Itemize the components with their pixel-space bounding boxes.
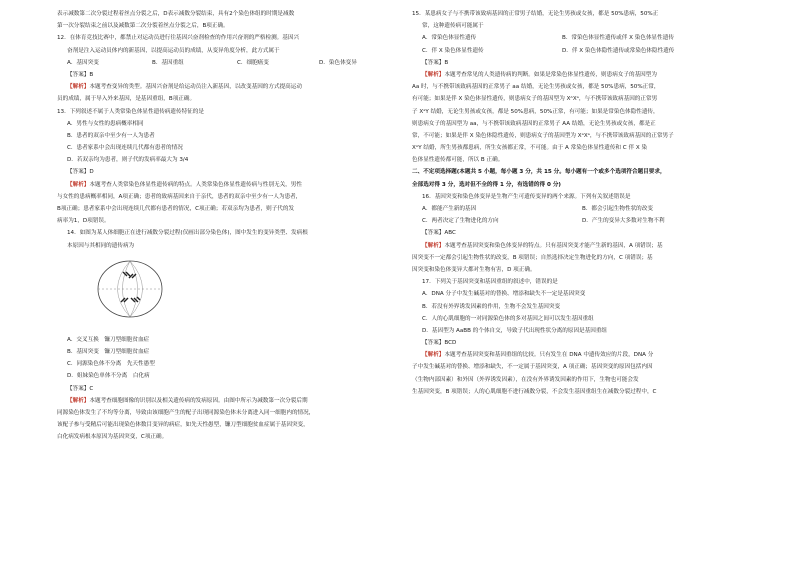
explanation-cont: 同源染色体发生了不均等分离，导致由该细胞产生的配子出现同源染色体未分离进入同一细胞内的情况， — [57, 409, 315, 416]
explanation-cont: 色体显性遗传都可能，所以 B 正确。 — [412, 157, 504, 164]
option-c: C．人的心肌细胞的一对同源染色体的多对基因之间可以发生基因重组 — [422, 315, 594, 322]
text-line: 第一次分裂结束之前以及减数第二次分裂着丝点分裂之后，B项正确。 — [57, 23, 229, 30]
option-b: B．患者的双亲中至少有一人为患者 — [67, 132, 155, 139]
question-15-options-row2 — [412, 45, 752, 57]
explanation-cont: B项正确；患者家系中会出现连续几代都有患者的情况，C项正确；若双亲均为患者，则子代的发 — [57, 206, 295, 212]
explanation-cont: 员的成绩，属于导入外来基因，是基因重组，B项正确。 — [57, 96, 196, 103]
explanation — [412, 69, 752, 81]
explanation-cont: 白化病发病根本原因为基因突变，C项正确。 — [57, 434, 168, 441]
right-column — [412, 8, 752, 398]
explanation — [412, 349, 752, 361]
explanation-cont: 有可能；如果是伴 X 染色体显性遗传，则患病女子的基因型为 XᴬXᵃ，与不携带该致病基因的正常男 — [412, 96, 658, 103]
option-d: D．产生的变异大多数对生物不利 — [582, 218, 665, 225]
question-16-stem: 16．基因突变和染色体变异是生物产生可遗传变异的两个来源。下列有关叙述错误是 — [422, 193, 631, 200]
explanation-text: 本题考查细胞图像的识别以及相关遗传病的发病原因。由图中所示为减数第一次分裂后期 — [89, 397, 308, 404]
option-a: A．常染色体显性遗传 — [422, 35, 477, 42]
option-c: C．伴 X 染色体显性遗传 — [422, 47, 484, 54]
option-b: B．若没有外界诱发因素的作用，生物不会发生基因突变 — [422, 303, 561, 310]
analysis-tag: 【解析】 — [67, 397, 90, 404]
analysis-tag: 【解析】 — [422, 71, 445, 78]
question-15-stem: 15．某患病女子与不携带该致病基因的正常男子结婚，无论生男孩或女孩，都是 50%患病，50%正 — [412, 11, 659, 17]
answer: 【答案】ABC — [422, 230, 456, 237]
explanation-text: 本题考查变异的类型。基因兴奋剂是给运动员注入新基因，以改变基因的方式提高运动 — [89, 84, 302, 91]
explanation — [57, 81, 397, 93]
answer: 【答案】BCD — [422, 340, 457, 347]
option-c: C．细胞癌变 — [237, 59, 269, 66]
explanation-cont: 该配子参与受精后可能出现染色体数目变异的病症，如先天性愚型，镰刀型细胞贫血症属于基因突变， — [57, 422, 309, 429]
section-heading-cont: 全部选对得 3 分，选对但不全的得 1 分，有选错的得 0 分) — [412, 181, 561, 188]
analysis-tag: 【解析】 — [67, 84, 90, 91]
option-a: A．基因突变 — [67, 59, 99, 66]
option-b: B．常染色体显性遗传或伴 X 染色体显性遗传 — [562, 35, 674, 42]
left-column — [57, 8, 397, 443]
explanation-cont: 生基因突变，B 项错误；人的心肌细胞不进行减数分裂，不会发生基因重组生在减数分裂过程中，C — [412, 388, 657, 395]
answer: 【答案】B — [422, 59, 449, 66]
explanation-text: 本题考查常见的人类遗传病的判断。如果是常染色体显性遗传，则患病女子的基因型为 — [444, 71, 657, 78]
question-16-options-row2 — [412, 215, 752, 227]
option-b: B．基因突变 镰刀型细胞贫血症 — [67, 348, 150, 355]
option-d: D．若双亲均为患者，则子代的发病率最大为 3/4 — [67, 157, 189, 164]
question-17-stem: 17．下列关于基因突变和基因重组的叙述中，错误的是 — [422, 279, 558, 286]
option-c: C．患者家系中会出现连续几代都有患者的情况 — [67, 145, 183, 152]
explanation — [57, 395, 397, 407]
option-a: A．DNA 分子中发生碱基对的替换、增添和缺失不一定是基因突变 — [422, 291, 586, 298]
section-heading: 二、不定项选择题(本题共 5 小题，每小题 3 分，共 15 分。每小题有一个或多个选项符合题目要求， — [412, 169, 666, 176]
explanation-cont: （生物内部因素）和外因（外界诱发因素），在没有外界诱发因素的作用下，生物也可能会发 — [412, 376, 639, 383]
explanation-cont: 则患病女子的基因型为 aa，与不携带该致病基因的正常男子 AA 结婚，无论生男孩或女孩，都是正 — [412, 120, 656, 127]
explanation-cont: Aa 时，与不携带该致病基因的正常男子 aa 结婚，无论生男孩或女孩，都是 50%患病，50%正常， — [412, 84, 660, 91]
explanation-cont: XᴬY 结婚，所生男孩都患病，所生女孩都正常，不可能。由于 A 常染色体显性遗传和 C 伴 X 染 — [412, 145, 648, 152]
explanation-cont: 子中发生碱基对的替换、增添和缺失，不一定属于基因突变，A 项正确；基因突变的原因包括内因 — [412, 364, 653, 371]
explanation-text: 本题考查人类常染色体显性遗传病的特点。人类常染色体显性遗传病与性别无关，男性 — [89, 181, 302, 188]
analysis-tag: 【解析】 — [422, 242, 445, 249]
cell-diagram — [95, 258, 165, 320]
explanation — [412, 240, 752, 252]
question-15-stem-cont: 常，这种遗传病可能属于 — [422, 23, 484, 30]
explanation-cont: 子 XᵃY 结婚，无论生男孩或女孩，都是 50%患病，50%正常，有可能；如果是常染色体隐性遗传， — [412, 108, 659, 115]
option-b: B．都会引起生物性状的改变 — [582, 206, 653, 212]
explanation-cont: 病率为1，D项错误。 — [57, 218, 110, 225]
analysis-tag: 【解析】 — [422, 352, 445, 359]
analysis-tag: 【解析】 — [67, 181, 90, 188]
question-12-stem: 12．在体育竞技比赛中，都禁止对运动员进行往基因兴奋剂检查的作用兴奋剂的严格检测。基因兴 — [57, 35, 300, 42]
explanation-cont: 与女性的患病概率相同，A项正确；患者的致病基因来自于亲代，患者的双亲中至少有一人为患者， — [57, 193, 302, 200]
question-12-stem-cont: 奋剂是注入运动员体内的新基因，以提高运动员的成绩，从变异角度分析，此方式属于 — [67, 47, 280, 54]
option-c: C．同源染色体不分离 先天性愚型 — [67, 361, 155, 368]
question-14-stem: 14．如图为某人体细胞正在进行减数分裂过程(仅画出部分染色体)，图中发生的变异类型、发病根 — [67, 230, 308, 237]
option-d: D．伴 X 染色体隐性遗传或常染色体隐性遗传 — [562, 47, 675, 54]
option-a: A．交叉互换 镰刀型细胞贫血症 — [67, 336, 150, 343]
explanation-cont: 因突变和染色体变异大都对生物有害，D 项正确。 — [412, 266, 536, 273]
option-a: A．都能产生新的基因 — [422, 206, 477, 212]
option-d: D．基因型为 AaBB 的个体自交，导致子代出现性状分离的原因是基因重组 — [422, 327, 608, 334]
option-d: D．姐妹染色单体不分离 白化病 — [67, 373, 150, 380]
question-13-stem: 13．下列叙述不属于人类常染色体显性遗传病遗传特征的是 — [57, 108, 204, 115]
cell-division-figure — [57, 252, 397, 334]
question-16-options-row1 — [412, 203, 752, 215]
answer: 【答案】C — [67, 385, 94, 392]
explanation-cont: 因突变不一定都会引起生物性状的改变，B 项错误；自然选择决定生物进化的方向，C 项错误；基 — [412, 254, 653, 261]
explanation — [57, 179, 397, 191]
explanation-cont: 常，不可能；如果是伴 X 染色体隐性遗传，则患病女子的基因型为 XᵃXᵃ，与不携带该致病基因的正常男子 — [412, 132, 674, 139]
answer: 【答案】B — [67, 71, 94, 78]
explanation-text: 本题考查基因突变和基因重组的比较。只有发生在 DNA 中遗传效应的片段，DNA 分 — [444, 352, 654, 359]
question-12-options — [57, 57, 397, 69]
question-15-options-row1 — [412, 32, 752, 44]
option-c: C．两者决定了生物进化的方向 — [422, 218, 499, 225]
answer: 【答案】D — [67, 169, 94, 176]
option-b: B．基因重组 — [152, 59, 184, 66]
option-d: D．染色体变异 — [319, 59, 357, 66]
option-a: A．男性与女性的患病概率相同 — [67, 120, 144, 127]
explanation-text: 本题考查基因突变和染色体变异的特点。只有基因突变才能产生新的基因，A 项错误；基 — [444, 242, 663, 249]
question-14-stem-cont: 本原因与其相同的遗传病为 — [67, 242, 135, 249]
text-line: 表示减数第二次分裂过程着丝点分裂之后，D表示减数分裂结束，具有2个染色体组的时期是减数 — [57, 11, 295, 17]
